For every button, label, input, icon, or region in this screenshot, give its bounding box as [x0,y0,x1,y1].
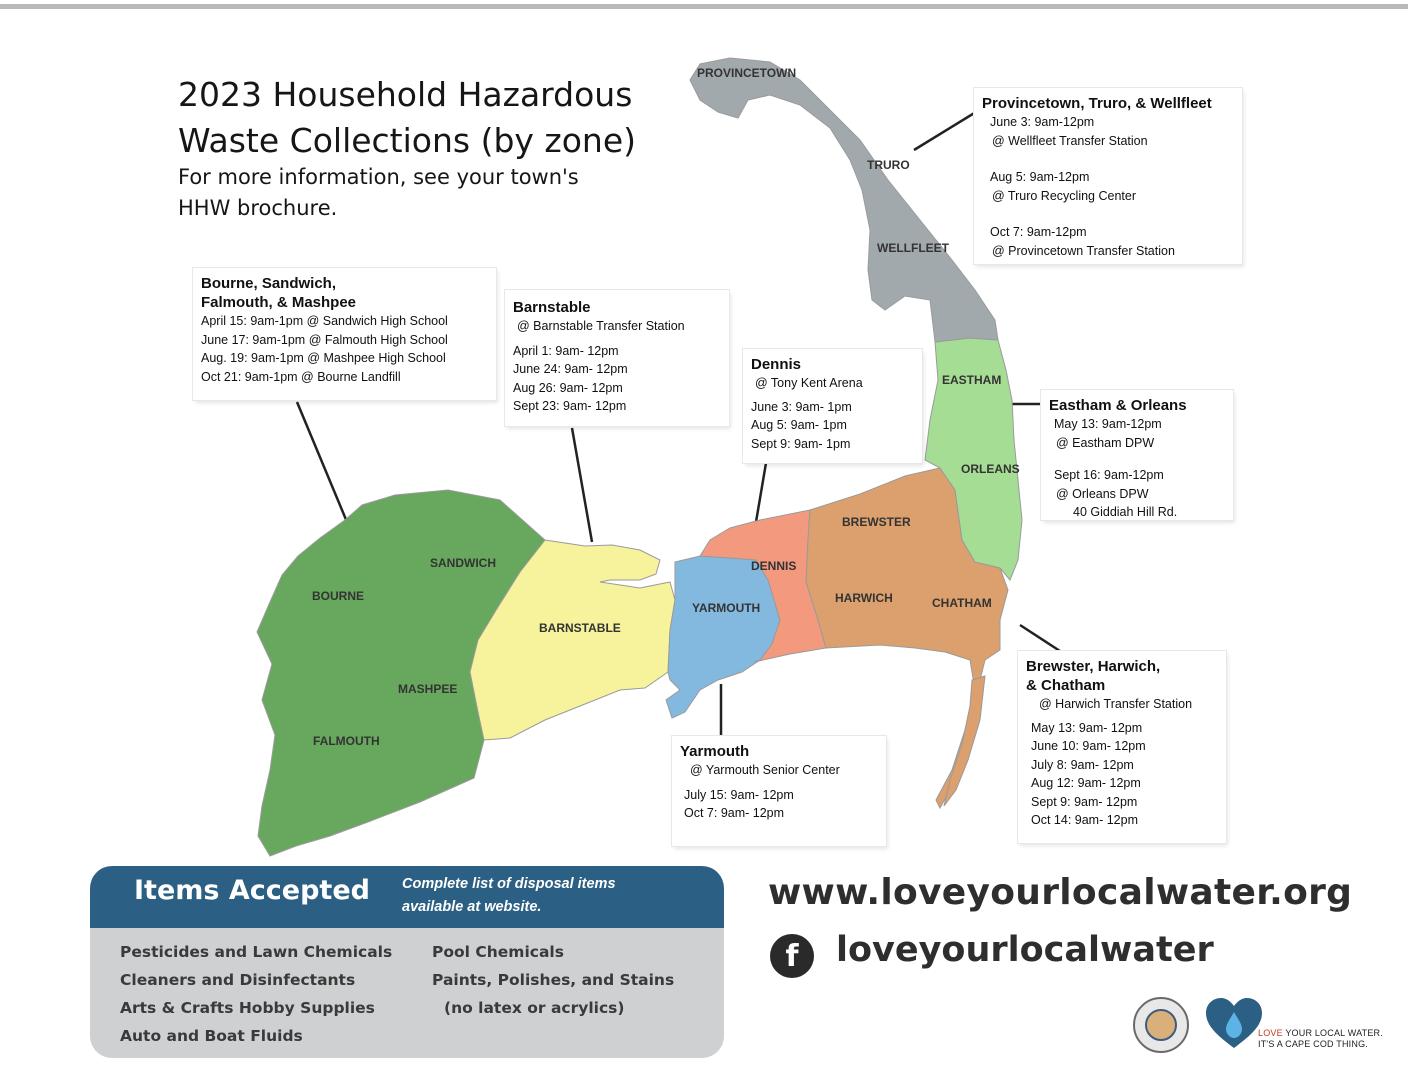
event-line: April 15: 9am-1pm @ Sandwich High School [201,314,448,328]
schedule-dennis [743,349,922,463]
date-line: June 3: 9am-12pm [990,115,1095,129]
date-line: July 15: 9am- 12pm [684,787,794,802]
zone-heading: Falmouth, & Mashpee [201,294,357,311]
items-accepted-note: Complete list of disposal items available at website. [402,876,616,915]
location-line: @ Eastham DPW [1056,435,1155,450]
location-line: @ Orleans DPW [1056,486,1149,501]
zone-heading: Yarmouth [680,743,750,760]
zone-heading: & Chatham [1026,677,1106,694]
logo-tagline: LOVE YOUR LOCAL WATER. IT'S A CAPE COD THING. [1258,1028,1383,1049]
list-item: Paints, Polishes, and Stains [432,971,675,989]
label-dennis: DENNIS [751,559,797,573]
heart-water-drop-icon [1204,996,1264,1052]
leader-outer-cape [914,112,976,150]
list-item: Pool Chemicals [432,943,564,961]
label-harwich: HARWICH [835,591,893,605]
schedule-eastham-orleans [1041,390,1233,520]
label-chatham: CHATHAM [932,596,992,610]
date-line: Sept 23: 9am- 12pm [513,399,627,413]
page-title: 2023 Household Hazardous Waste Collections (by zone) [178,75,637,160]
zone-heading: Provincetown, Truro, & Wellfleet [982,95,1212,112]
event-line: Oct 21: 9am-1pm @ Bourne Landfill [201,369,401,384]
zone-heading: Brewster, Harwich, [1026,658,1161,675]
leader-bhc [1020,625,1063,653]
zone-heading: Bourne, Sandwich, [201,275,337,292]
label-falmouth: FALMOUTH [313,734,380,748]
label-mashpee: MASHPEE [398,682,458,696]
schedule-outer-cape [974,88,1242,264]
date-line: Aug 5: 9am-12pm [990,170,1090,184]
list-item: Cleaners and Disinfectants [120,971,356,989]
website-url[interactable]: www.loveyourlocalwater.org [768,872,1353,913]
date-line: June 24: 9am- 12pm [513,362,628,376]
label-orleans: ORLEANS [961,462,1020,476]
list-item: Pesticides and Lawn Chemicals [120,943,393,961]
list-item: Auto and Boat Fluids [120,1027,303,1045]
label-eastham: EASTHAM [942,373,1002,387]
items-accepted-title: Items Accepted [134,875,370,906]
label-provincetown: PROVINCETOWN [697,66,797,80]
label-yarmouth: YARMOUTH [692,601,761,615]
facebook-icon[interactable]: f [770,934,814,978]
zone-outer-cape [690,58,998,342]
list-item: (no latex or acrylics) [444,999,625,1017]
island-monomoy [944,676,985,806]
date-line: April 1: 9am- 12pm [513,343,619,358]
location-line: @ Harwich Transfer Station [1039,697,1193,711]
schedule-barnstable [505,290,729,426]
event-line: June 17: 9am-1pm @ Falmouth High School [201,332,448,347]
location-line: @ Yarmouth Senior Center [690,763,840,777]
zone-heading: Barnstable [513,299,591,316]
facebook-handle[interactable]: loveyourlocalwater [836,930,1214,970]
label-truro: TRURO [867,158,910,172]
items-right-column [432,938,674,1022]
date-line: Aug 5: 9am- 1pm [751,418,847,432]
date-line: Oct 14: 9am- 12pm [1031,813,1138,827]
label-wellfleet: WELLFLEET [877,241,949,255]
date-line: May 13: 9am-12pm [1054,417,1162,431]
leader-upper-cape [297,402,347,522]
label-brewster: BREWSTER [842,515,911,529]
location-line: @ Tony Kent Arena [755,376,863,390]
date-line: Oct 7: 9am-12pm [990,225,1087,239]
location-line: @ Wellfleet Transfer Station [992,133,1148,148]
leader-barnstable [572,428,592,542]
zone-yarmouth [666,556,780,718]
label-barnstable: BARNSTABLE [539,621,621,635]
date-line: June 3: 9am- 1pm [751,399,852,414]
event-line: Aug. 19: 9am-1pm @ Mashpee High School [201,351,446,365]
schedule-brewster-harwich-chatham [1018,651,1226,843]
list-item: Arts & Crafts Hobby Supplies [120,999,375,1017]
date-line: May 13: 9am- 12pm [1031,720,1143,735]
label-bourne: BOURNE [312,589,365,603]
schedule-upper-cape [193,268,496,400]
items-accepted-panel [90,866,724,1058]
date-line: June 10: 9am- 12pm [1031,739,1146,753]
date-line: Sept 16: 9am-12pm [1054,468,1164,482]
label-sandwich: SANDWICH [430,556,496,570]
leader-dennis [756,463,766,522]
zone-heading: Eastham & Orleans [1049,397,1187,414]
address-line: 40 Giddiah Hill Rd. [1073,505,1178,519]
barnstable-county-seal-icon [1133,997,1189,1053]
date-line: Sept 9: 9am- 12pm [1031,794,1138,809]
location-line: @ Barnstable Transfer Station [517,319,685,333]
zone-heading: Dennis [751,356,802,373]
date-line: Aug 12: 9am- 12pm [1031,776,1141,790]
page-subtitle: For more information, see your town's HHW brochure. [178,165,579,220]
schedule-yarmouth [672,736,886,846]
location-line: @ Truro Recycling Center [992,188,1136,203]
location-line: @ Provincetown Transfer Station [992,243,1175,258]
items-left-column [120,938,392,1050]
date-line: Oct 7: 9am- 12pm [684,806,785,820]
date-line: July 8: 9am- 12pm [1031,757,1134,772]
date-line: Sept 9: 9am- 1pm [751,436,851,451]
date-line: Aug 26: 9am- 12pm [513,380,623,395]
